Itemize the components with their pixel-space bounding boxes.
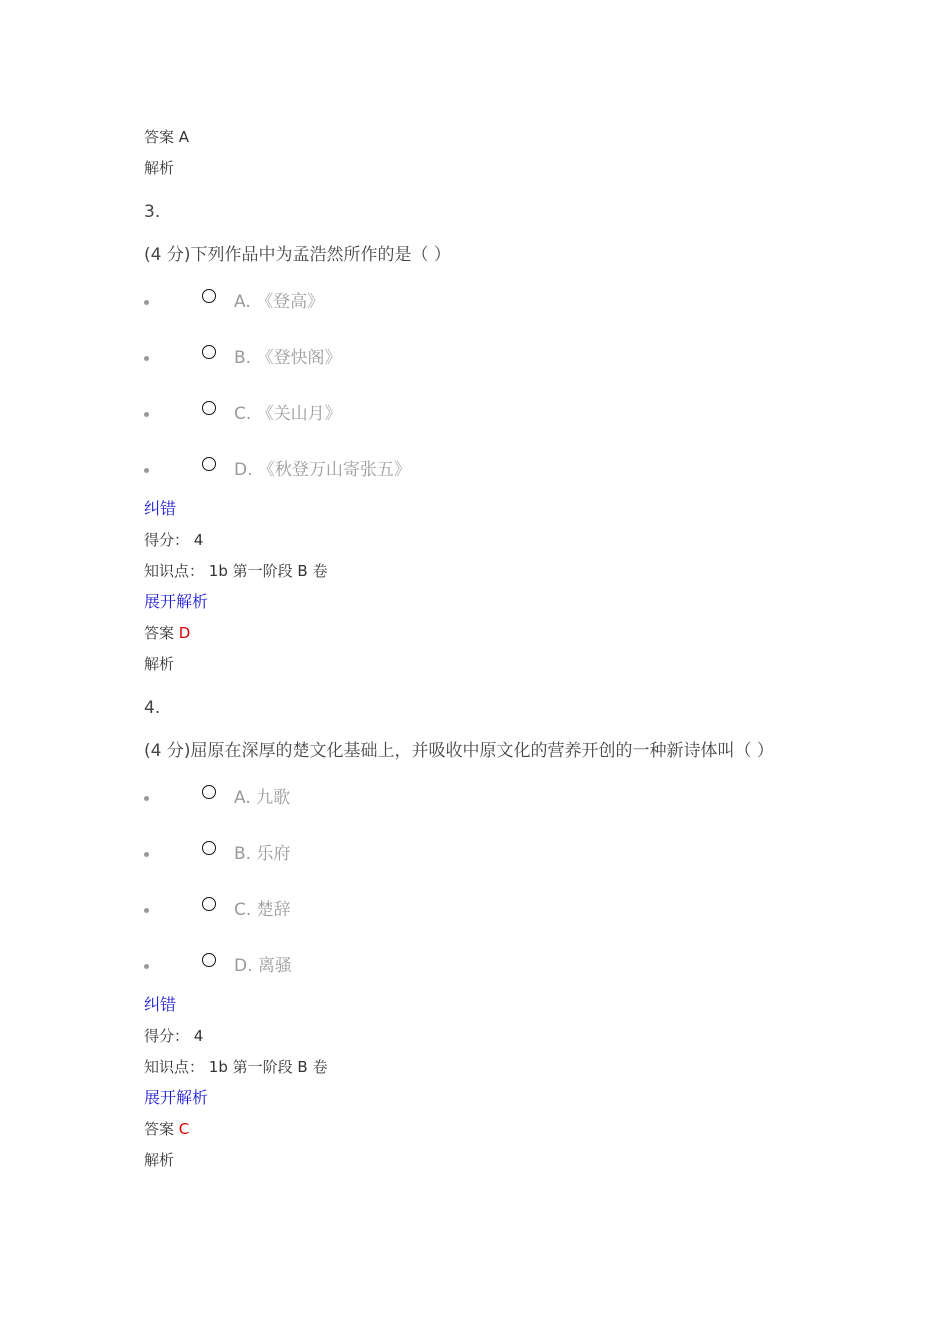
score-value: 4 xyxy=(193,1027,204,1045)
option-item[interactable] xyxy=(144,401,844,431)
radio-button[interactable] xyxy=(202,401,216,415)
radio-button[interactable] xyxy=(202,785,216,799)
analysis-label: 解析 xyxy=(144,655,175,673)
analysis-label: 解析 xyxy=(144,1151,175,1169)
radio-button[interactable] xyxy=(202,897,216,911)
bullet-icon xyxy=(144,356,149,361)
score-line xyxy=(144,1026,203,1046)
option-item[interactable] xyxy=(144,841,844,871)
option-label: D. 《秋登万山寄张五》 xyxy=(234,460,411,480)
radio-button[interactable] xyxy=(202,345,216,359)
knowledge-value: 1b 第一阶段 B 卷 xyxy=(208,1058,328,1076)
question-prompt: (4 分)下列作品中为孟浩然所作的是（ ） xyxy=(144,245,451,265)
question-prompt: (4 分)屈原在深厚的楚文化基础上，并吸收中原文化的营养开创的一种新诗体叫（ ） xyxy=(144,741,774,761)
option-item[interactable] xyxy=(144,457,844,487)
option-label: D. 离骚 xyxy=(234,956,292,976)
prev-analysis-label: 解析 xyxy=(144,159,175,177)
report-error-link[interactable]: 纠错 xyxy=(144,499,177,518)
question-number: 3. xyxy=(144,202,161,222)
option-label: B. 《登快阁》 xyxy=(234,348,342,368)
option-label: A. 《登高》 xyxy=(234,292,325,312)
answer-value: D xyxy=(178,624,191,642)
bullet-icon xyxy=(144,908,149,913)
knowledge-line xyxy=(144,1057,327,1077)
radio-button[interactable] xyxy=(202,457,216,471)
option-item[interactable] xyxy=(144,897,844,927)
radio-button[interactable] xyxy=(202,953,216,967)
answer-value: A xyxy=(178,128,190,146)
expand-analysis-link[interactable]: 展开解析 xyxy=(144,1088,209,1107)
answer-value: C xyxy=(178,1120,190,1138)
answer-line xyxy=(144,1119,189,1139)
option-label: A. 九歌 xyxy=(234,788,291,808)
expand-analysis-link[interactable]: 展开解析 xyxy=(144,592,209,611)
option-item[interactable] xyxy=(144,953,844,983)
bullet-icon xyxy=(144,300,149,305)
option-label: C. 楚辞 xyxy=(234,900,291,920)
knowledge-line xyxy=(144,561,327,581)
knowledge-label: 知识点： xyxy=(144,562,205,580)
radio-button[interactable] xyxy=(202,289,216,303)
prev-answer-line xyxy=(144,127,189,147)
score-label: 得分： xyxy=(144,1027,190,1045)
score-line xyxy=(144,530,203,550)
option-label: B. 乐府 xyxy=(234,844,291,864)
bullet-icon xyxy=(144,852,149,857)
knowledge-label: 知识点： xyxy=(144,1058,205,1076)
bullet-icon xyxy=(144,964,149,969)
answer-label: 答案 xyxy=(144,128,175,146)
report-error-link[interactable]: 纠错 xyxy=(144,995,177,1014)
option-item[interactable] xyxy=(144,289,844,319)
bullet-icon xyxy=(144,796,149,801)
bullet-icon xyxy=(144,468,149,473)
option-item[interactable] xyxy=(144,345,844,375)
knowledge-value: 1b 第一阶段 B 卷 xyxy=(208,562,328,580)
score-label: 得分： xyxy=(144,531,190,549)
bullet-icon xyxy=(144,412,149,417)
answer-label: 答案 xyxy=(144,624,175,642)
answer-line xyxy=(144,623,190,643)
answer-label: 答案 xyxy=(144,1120,175,1138)
question-number: 4. xyxy=(144,698,161,718)
option-item[interactable] xyxy=(144,785,844,815)
radio-button[interactable] xyxy=(202,841,216,855)
score-value: 4 xyxy=(193,531,204,549)
option-label: C. 《关山月》 xyxy=(234,404,342,424)
